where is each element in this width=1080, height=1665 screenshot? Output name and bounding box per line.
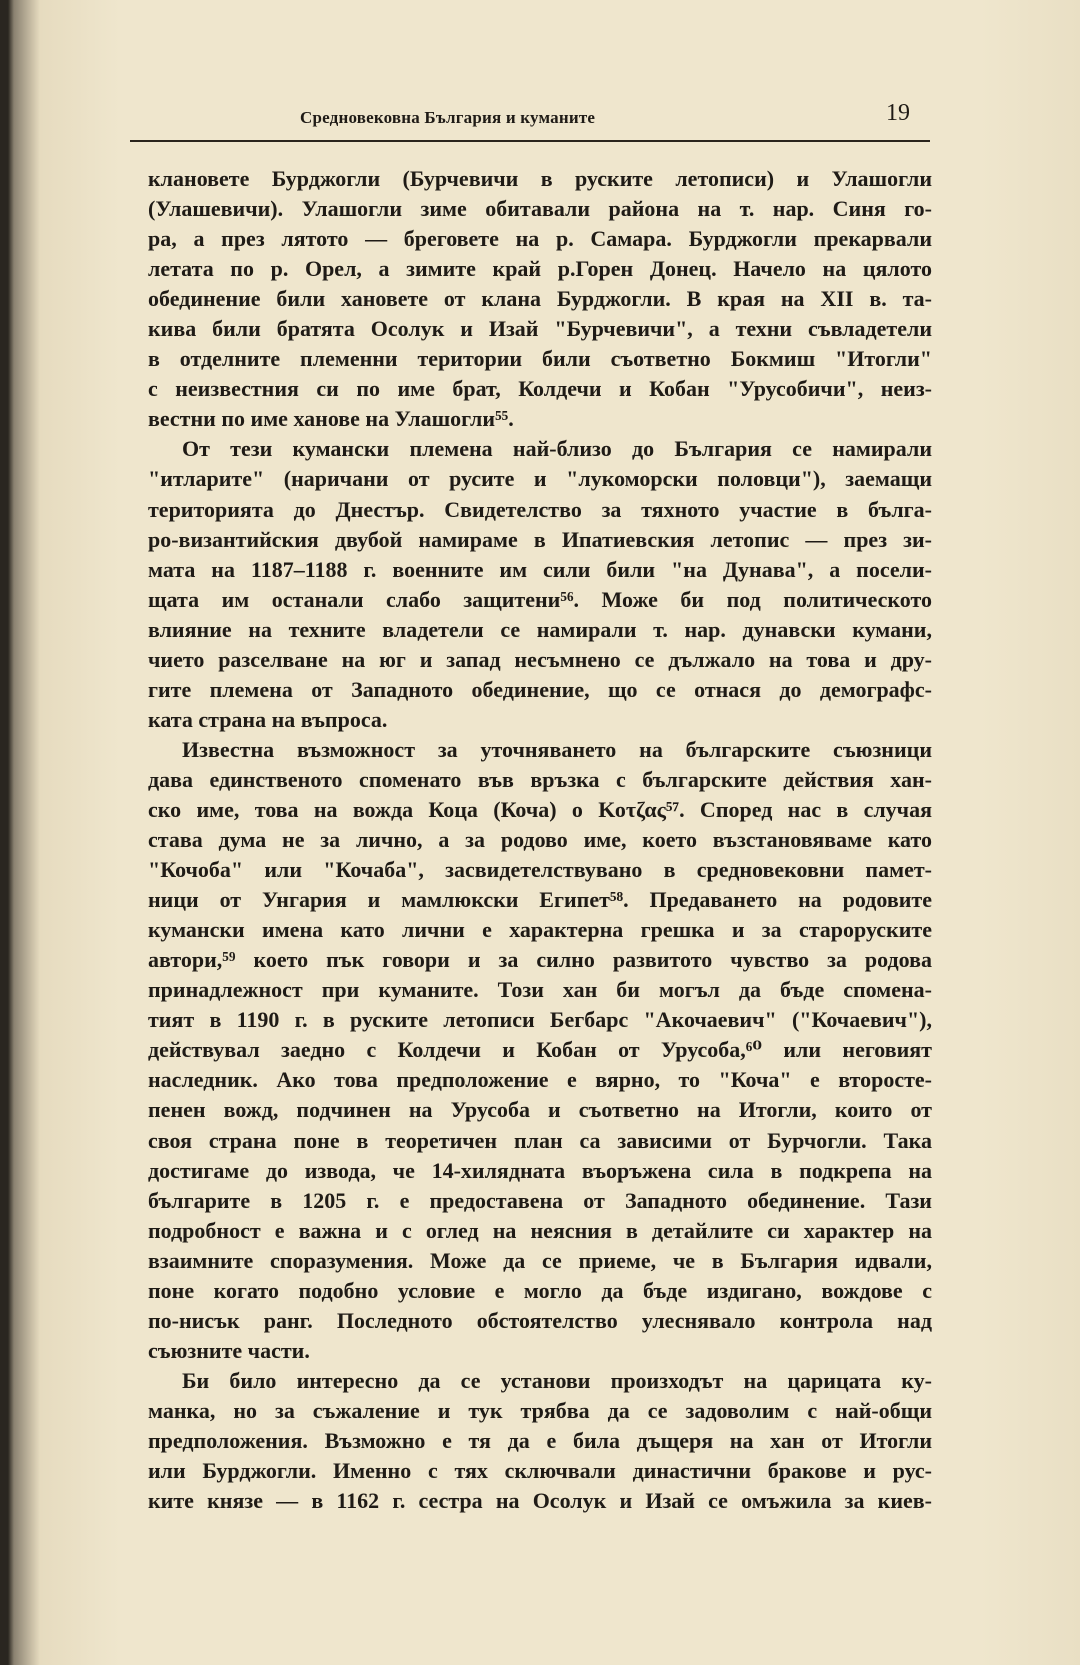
text-line: щата им останали слабо защитени⁵⁶. Може би под политическото <box>148 586 932 612</box>
text-line: влияние на техните владетели се намирали т. нар. дунавски кумани, <box>148 616 932 642</box>
text-line: гите племена от Западното обединение, що се отнася до демографс- <box>148 676 932 702</box>
text-line: в отделните племенни територии били съответно Бокмиш "Итогли" <box>148 346 932 372</box>
text-line: вестни по име ханове на Улашогли⁵⁵. <box>148 406 514 432</box>
text-line: Би било интересно да се установи произходът на царицата ку- <box>182 1367 932 1393</box>
text-line: принадлежност при куманите. Този хан би могъл да бъде спомена- <box>148 977 932 1003</box>
text-line: дава единственото споменато във връзка с българските действия хан- <box>148 766 932 792</box>
text-line: пенен вожд, подчинен на Урусоба и съответно на Итогли, които от <box>148 1097 932 1123</box>
text-line: територията до Днестър. Свидетелство за тяхното участие в бълга- <box>148 496 932 522</box>
text-line: летата по р. Орел, а зимите край р.Горен Донец. Начело на цялото <box>148 256 932 282</box>
text-line: предположения. Възможно е тя да е била дъщеря на хан от Итогли <box>148 1427 932 1453</box>
text-line: става дума не за лично, а за родово име, което възстановяваме като <box>148 827 932 853</box>
text-line: кумански имена като лични е характерна грешка и за староруските <box>148 917 932 943</box>
text-line: българите в 1205 г. е предоставена от Западното обединение. Тази <box>148 1187 932 1213</box>
text-line: ско име, това на вожда Коца (Коча) ο Κοτζας⁵⁷. Според нас в случая <box>148 796 932 822</box>
text-line: автори,⁵⁹ което пък говори и за силно развитото чувство за родова <box>148 947 932 973</box>
text-line: кива били братята Осолук и Изай "Бурчевичи", а техни съвладетели <box>148 316 932 342</box>
text-line: обединение били хановете от клана Бурджогли. В края на XII в. та- <box>148 286 932 312</box>
page-number: 19 <box>886 100 910 126</box>
text-line: поне когато подобно условие е могло да бъде издигано, вождове с <box>148 1277 932 1303</box>
text-line: съюзните части. <box>148 1337 310 1363</box>
text-line: Известна възможност за уточняването на българските съюзници <box>182 736 932 762</box>
text-line: своя страна поне в теоретичен план са зависими от Бурчогли. Така <box>148 1127 932 1153</box>
text-line: подробност е важна и с оглед на неясния в детайлите си характер на <box>148 1217 932 1243</box>
text-line: От тези кумански племена най-близо до България се намирали <box>182 436 932 462</box>
text-line: ници от Унгария и мамлюкски Египет⁵⁸. Предаването на родовите <box>148 887 932 913</box>
text-line: или Бурджогли. Именно с тях сключвали династични бракове и рус- <box>148 1458 932 1484</box>
text-line: по-нисък ранг. Последното обстоятелство улеснявало контрола над <box>148 1307 932 1333</box>
text-line: "Кочоба" или "Кочаба", засвидетелствувано в средновековни памет- <box>148 857 932 883</box>
running-title: Средновековна България и куманите <box>300 108 596 127</box>
page-header <box>130 96 930 142</box>
body-text <box>148 164 932 1516</box>
text-line: взаимните споразумения. Може да се приеме, че в България идвали, <box>148 1247 932 1273</box>
text-line: наследник. Ако това предположение е вярно, то "Коча" е второсте- <box>148 1067 932 1093</box>
text-line: (Улашевичи). Улашогли зиме обитавали района на т. нар. Синя го- <box>148 196 932 222</box>
text-line: ката страна на въпроса. <box>148 706 388 732</box>
text-line: ра, а през лятото — бреговете на р. Самара. Бурджогли прекарвали <box>148 226 932 252</box>
text-line: манка, но за съжаление и тук трябва да се задоволим с най-общи <box>148 1397 932 1423</box>
text-line: достигаме до извода, че 14-хилядната въоръжена сила в подкрепа на <box>148 1157 932 1183</box>
text-line: ро-византийския двубой намираме в Ипатиевския летопис — през зи- <box>148 526 932 552</box>
text-line: ките князе — в 1162 г. сестра на Осолук и Изай се омъжила за киев- <box>148 1488 932 1514</box>
text-line: клановете Бурджогли (Бурчевичи в руските летописи) и Улашогли <box>148 166 932 191</box>
text-line: тият в 1190 г. в руските летописи Бегбарс "Акочаевич" ("Кочаевич"), <box>148 1007 932 1033</box>
text-line: "итларите" (наричани от русите и "лукоморски половци"), заемащи <box>148 466 932 492</box>
text-line: с неизвестния си по име брат, Колдечи и Кобан "Урусобичи", неиз- <box>148 376 932 402</box>
text-line: действувал заедно с Колдечи и Кобан от Урусоба,⁶⁰ или неговият <box>148 1037 932 1063</box>
text-line: мата на 1187–1188 г. военните им сили били "на Дунава", а посели- <box>148 556 932 582</box>
text-line: чието разселване на юг и запад несъмнено се дължало на това и дру- <box>148 646 932 672</box>
